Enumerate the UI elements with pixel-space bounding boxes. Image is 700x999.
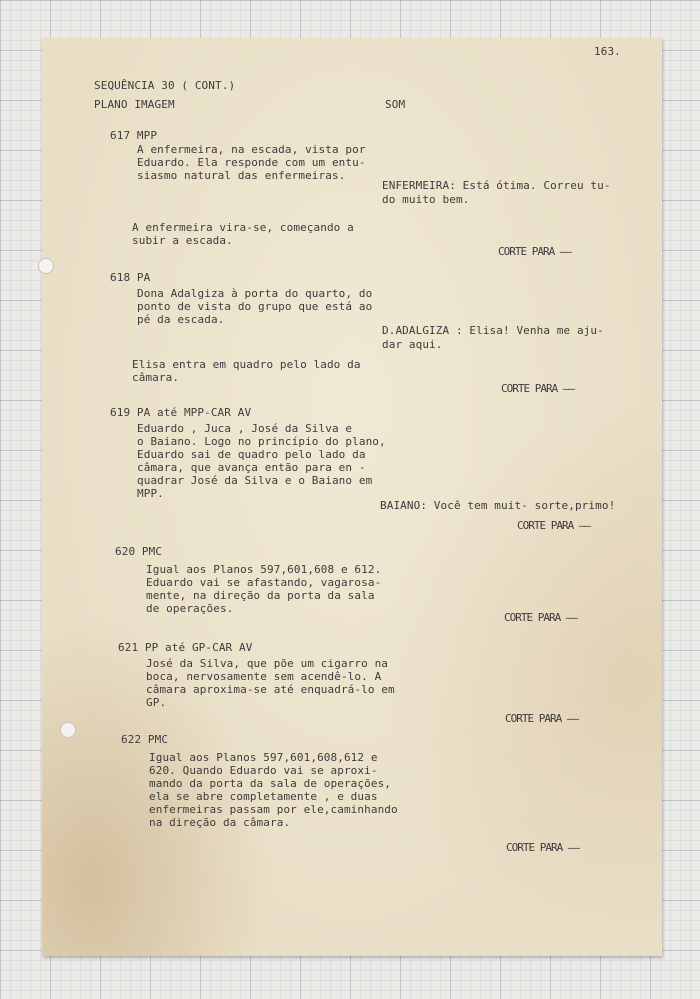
image-line: A enfermeira, na escada, vista por: [137, 143, 366, 156]
image-line: siasmo natural das enfermeiras.: [137, 169, 346, 182]
image-line: câmara aproxima-se até enquadrá-lo em: [146, 683, 395, 696]
punch-hole: [38, 258, 54, 274]
image-line: o Baiano. Logo no princípio do plano,: [137, 435, 386, 448]
image-line: GP.: [146, 696, 167, 709]
transition: CORTE PARA ——: [505, 712, 579, 725]
image-line: mente, na direção da porta da sala: [146, 589, 375, 602]
sound-line: ENFERMEIRA: Está ótima. Correu tu-: [382, 179, 611, 192]
image-line: mando da porta da sala de operações,: [149, 777, 392, 790]
image-line: Eduardo. Ela responde com um entu-: [137, 156, 366, 169]
transition: CORTE PARA ——: [504, 611, 578, 624]
transition: CORTE PARA ——: [517, 519, 591, 532]
image-line: câmara, que avança então para en -: [137, 461, 366, 474]
image-line: Eduardo sai de quadro pelo lado da: [137, 448, 366, 461]
image-line: enfermeiras passam por ele,caminhando: [149, 803, 398, 816]
image-line: subir a escada.: [132, 234, 233, 247]
image-line: câmara.: [132, 371, 180, 384]
shot-number: 621 PP até GP-CAR AV: [118, 641, 253, 654]
transition: CORTE PARA ——: [506, 841, 580, 854]
image-line: Eduardo vai se afastando, vagarosa-: [146, 576, 382, 589]
sound-line: do muito bem.: [382, 193, 470, 206]
image-line: ela se abre completamente , e duas: [149, 790, 378, 803]
shot-number: 619 PA até MPP-CAR AV: [110, 406, 252, 419]
transition: CORTE PARA ——: [498, 245, 572, 258]
image-line: Dona Adalgiza à porta do quarto, do: [137, 287, 373, 300]
image-line: quadrar José da Silva e o Baiano em: [137, 474, 373, 487]
shot-number: 618 PA: [110, 271, 151, 284]
column-header-image: PLANO IMAGEM: [94, 98, 175, 111]
image-line: Igual aos Planos 597,601,608 e 612.: [146, 563, 382, 576]
image-line: na direção da câmara.: [149, 816, 291, 829]
column-header-sound: SOM: [385, 98, 406, 111]
image-line: de operações.: [146, 602, 234, 615]
image-line: Elisa entra em quadro pelo lado da: [132, 358, 361, 371]
image-line: 620. Quando Eduardo vai se aproxi-: [149, 764, 378, 777]
image-line: José da Silva, que põe um cigarro na: [146, 657, 389, 670]
transition: CORTE PARA ——: [501, 382, 575, 395]
shot-number: 617 MPP: [110, 129, 158, 142]
image-line: pé da escada.: [137, 313, 225, 326]
shot-number: 620 PMC: [115, 545, 163, 558]
punch-hole: [60, 722, 76, 738]
script-page: [42, 38, 662, 956]
page-number: 163.: [594, 45, 621, 58]
sound-line: D.ADALGIZA : Elisa! Venha me aju-: [382, 324, 604, 337]
image-line: boca, nervosamente sem acendê-lo. A: [146, 670, 382, 683]
image-line: MPP.: [137, 487, 164, 500]
image-line: Eduardo , Juca , José da Silva e: [137, 422, 353, 435]
shot-number: 622 PMC: [121, 733, 169, 746]
sequence-heading: SEQUÊNCIA 30 ( CONT.): [94, 79, 236, 92]
sound-line: BAIANO: Você tem muit- sorte,primo!: [380, 499, 616, 512]
image-line: Igual aos Planos 597,601,608,612 e: [149, 751, 378, 764]
sound-line: dar aqui.: [382, 338, 443, 351]
image-line: ponto de vista do grupo que está ao: [137, 300, 373, 313]
image-line: A enfermeira vira-se, começando a: [132, 221, 354, 234]
